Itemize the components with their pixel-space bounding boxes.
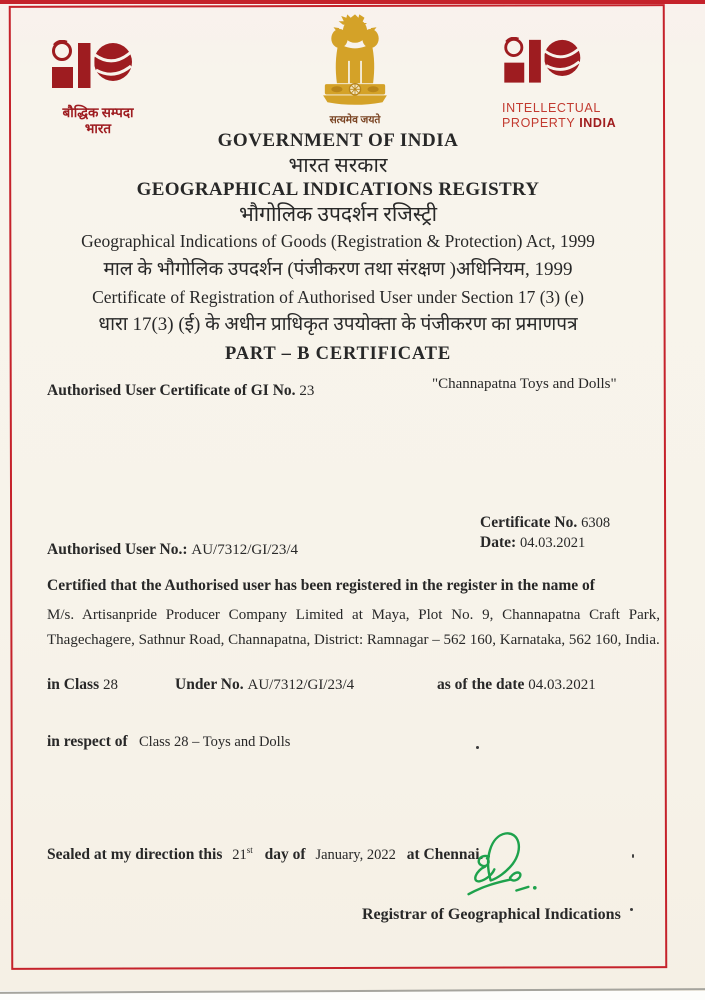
authorised-user-label: Authorised User No.:	[47, 541, 188, 558]
act-title-english: Geographical Indications of Goods (Registration & Protection) Act, 1999	[81, 231, 595, 251]
government-of-india-hindi: भारत सरकार	[288, 153, 388, 177]
ip-india-logo-icon	[502, 37, 594, 94]
ip-india-logo-right	[502, 37, 672, 131]
act-title-hindi: माल के भौगोलिक उपदर्शन (पंजीकरण तथा संरक्षण )अधिनियम, 1999	[103, 259, 573, 280]
sealed-day: 21st	[232, 845, 253, 863]
left-logo-caption-line1: बौद्धिक सम्पदा	[62, 105, 134, 120]
date-label: Date:	[480, 534, 517, 551]
sealed-line	[47, 845, 483, 864]
registrar-signature	[452, 828, 544, 908]
part-b-certificate-title: PART – B CERTIFICATE	[225, 344, 451, 364]
ip-india-logo-left	[42, 40, 154, 137]
sealed-day-of: day of	[264, 845, 306, 863]
in-respect-value: Class 28 – Toys and Dolls	[139, 734, 291, 750]
scan-speck	[476, 746, 479, 749]
in-class-label: in Class	[47, 676, 100, 693]
certificate-line-hindi: धारा 17(3) (ई) के अधीन प्राधिकृत उपयोक्ता के पंजीकरण का प्रमाणपत्र	[98, 314, 578, 335]
date-value: 04.03.2021	[520, 535, 586, 551]
as-of-date-line	[437, 676, 596, 694]
under-no-value: AU/7312/GI/23/4	[247, 677, 355, 693]
sealed-month: January, 2022	[315, 846, 396, 863]
gi-number-line	[47, 382, 314, 400]
certificate-no-value: 6308	[581, 515, 611, 531]
sealed-prefix: Sealed at my direction this	[47, 845, 223, 863]
certified-statement: Certified that the Authorised user has been registered in the register in the name of	[47, 577, 595, 594]
gi-registry-title: GEOGRAPHICAL INDICATIONS REGISTRY	[136, 179, 540, 200]
right-logo-line1: INTELLECTUAL	[502, 101, 601, 115]
registrar-title: Registrar of Geographical Indications	[362, 906, 621, 923]
gi-registry-hindi: भौगोलिक उपदर्शन रजिस्ट्री	[238, 202, 438, 226]
class-number: 28	[103, 677, 118, 693]
authorised-user-value: AU/7312/GI/23/4	[191, 542, 299, 558]
page-edge-shadow	[0, 988, 705, 994]
sealed-place: at Chennai.	[406, 845, 484, 863]
certificate-number-block	[480, 513, 610, 553]
holder-name-address: M/s. Artisanpride Producer Company Limited at Maya, Plot No. 9, Channapatna Craft Park, Thagechagere, Sathnur Road, Channapatna, District: Ramnagar – 562 160, Karnataka, 562 160, India.	[47, 607, 660, 648]
ip-india-logo-icon	[50, 40, 146, 100]
as-of-date-label: as of the date	[437, 676, 525, 693]
under-no-label: Under No.	[175, 676, 244, 693]
certificate-no-label: Certificate No.	[480, 514, 578, 531]
as-of-date-value: 04.03.2021	[528, 677, 596, 693]
government-of-india-title: GOVERNMENT OF INDIA	[217, 130, 459, 151]
right-logo-india: INDIA	[579, 116, 617, 130]
gi-product-name: "Channapatna Toys and Dolls"	[432, 376, 617, 392]
in-class-line	[47, 676, 118, 694]
scan-speck	[630, 908, 633, 911]
left-logo-caption-line2: भारत	[84, 121, 112, 136]
emblem-motto: सत्यमेव जयते	[329, 115, 381, 126]
in-respect-label: in respect of	[47, 733, 128, 750]
right-logo-line2: PROPERTY	[502, 116, 576, 130]
ashoka-lion-capital-icon	[299, 14, 411, 106]
gi-number-value: 23	[299, 383, 315, 399]
under-no-line	[175, 676, 354, 694]
gi-number-label: Authorised User Certificate of GI No.	[47, 382, 296, 399]
certificate-line-english: Certificate of Registration of Authorised User under Section 17 (3) (e)	[92, 287, 584, 307]
national-emblem	[296, 14, 414, 127]
scan-speck	[632, 854, 634, 858]
authorised-user-line	[47, 541, 298, 559]
